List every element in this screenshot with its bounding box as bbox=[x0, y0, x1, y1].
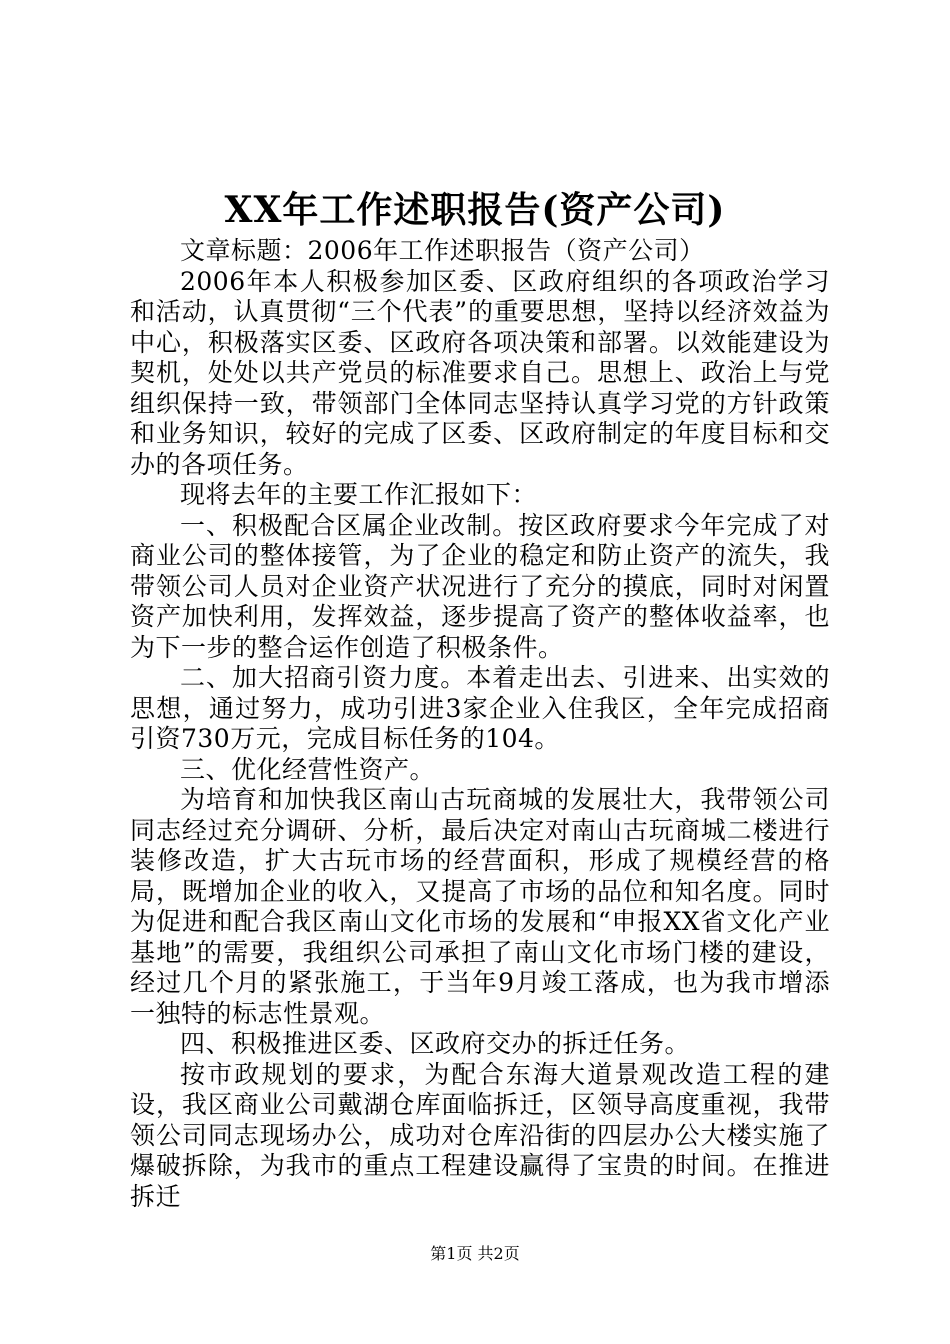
paragraph: 文章标题：2006年工作述职报告（资产公司） bbox=[180, 236, 705, 265]
paragraph: 一、积极配合区属企业改制。按区政府要求今年完成了对商业公司的整体接管，为了企业的稳定和防止资产的流失，我带领公司人员对企业资产状况进行了充分的摸底，同时对闲置资产加快利用，发挥效益，逐步提高了资产的整体收益率，也为下一步的整合运作创造了积极条件。 bbox=[130, 510, 830, 662]
paragraph: 按市政规划的要求，为配合东海大道景观改造工程的建设，我区商业公司戴湖仓库面临拆迁，区领导高度重视，我带领公司同志现场办公，成功对仓库沿街的四层办公大楼实施了爆破拆除，为我市的重点工程建设赢得了宝贵的时间。在推进拆迁 bbox=[130, 1059, 830, 1211]
paragraph: 现将去年的主要工作汇报如下： bbox=[180, 480, 538, 509]
page-footer: 第1页 共2页 bbox=[430, 1244, 520, 1263]
paragraph: 为培育和加快我区南山古玩商城的发展壮大，我带领公司同志经过充分调研、分析，最后决定对南山古玩商城二楼进行装修改造，扩大古玩市场的经营面积，形成了规模经营的格局，既增加企业的收入，又提高了市场的品位和知名度。同时为促进和配合我区南山文化市场的发展和“申报XX省文化产业基地”的需要，我组织公司承担了南山文化市场门楼的建设，经过几个月的紧张施工，于当年9月竣工落成，也为我市增添一独特的标志性景观。 bbox=[130, 785, 830, 1028]
paragraph: 二、加大招商引资力度。本着走出去、引进来、出实效的思想，通过努力，成功引进3家企业入住我区，全年完成招商引资730万元，完成目标任务的104。 bbox=[130, 663, 830, 753]
paragraph: 四、积极推进区委、区政府交办的拆迁任务。 bbox=[180, 1029, 691, 1058]
paragraph: 三、优化经营性资产。 bbox=[180, 754, 436, 784]
document-body bbox=[130, 236, 830, 1212]
paragraph: 2006年本人积极参加区委、区政府组织的各项政治学习和活动，认真贯彻“三个代表”的重要思想，坚持以经济效益为中心，积极落实区委、区政府各项决策和部署。以效能建设为契机，处处以共产党员的标准要求自己。思想上、政治上与党组织保持一致，带领部门全体同志坚持认真学习党的方针政策和业务知识，较好的完成了区委、区政府制定的年度目标和交办的各项任务。 bbox=[130, 266, 830, 479]
document-title: XX年工作述职报告(资产公司) bbox=[224, 189, 726, 231]
